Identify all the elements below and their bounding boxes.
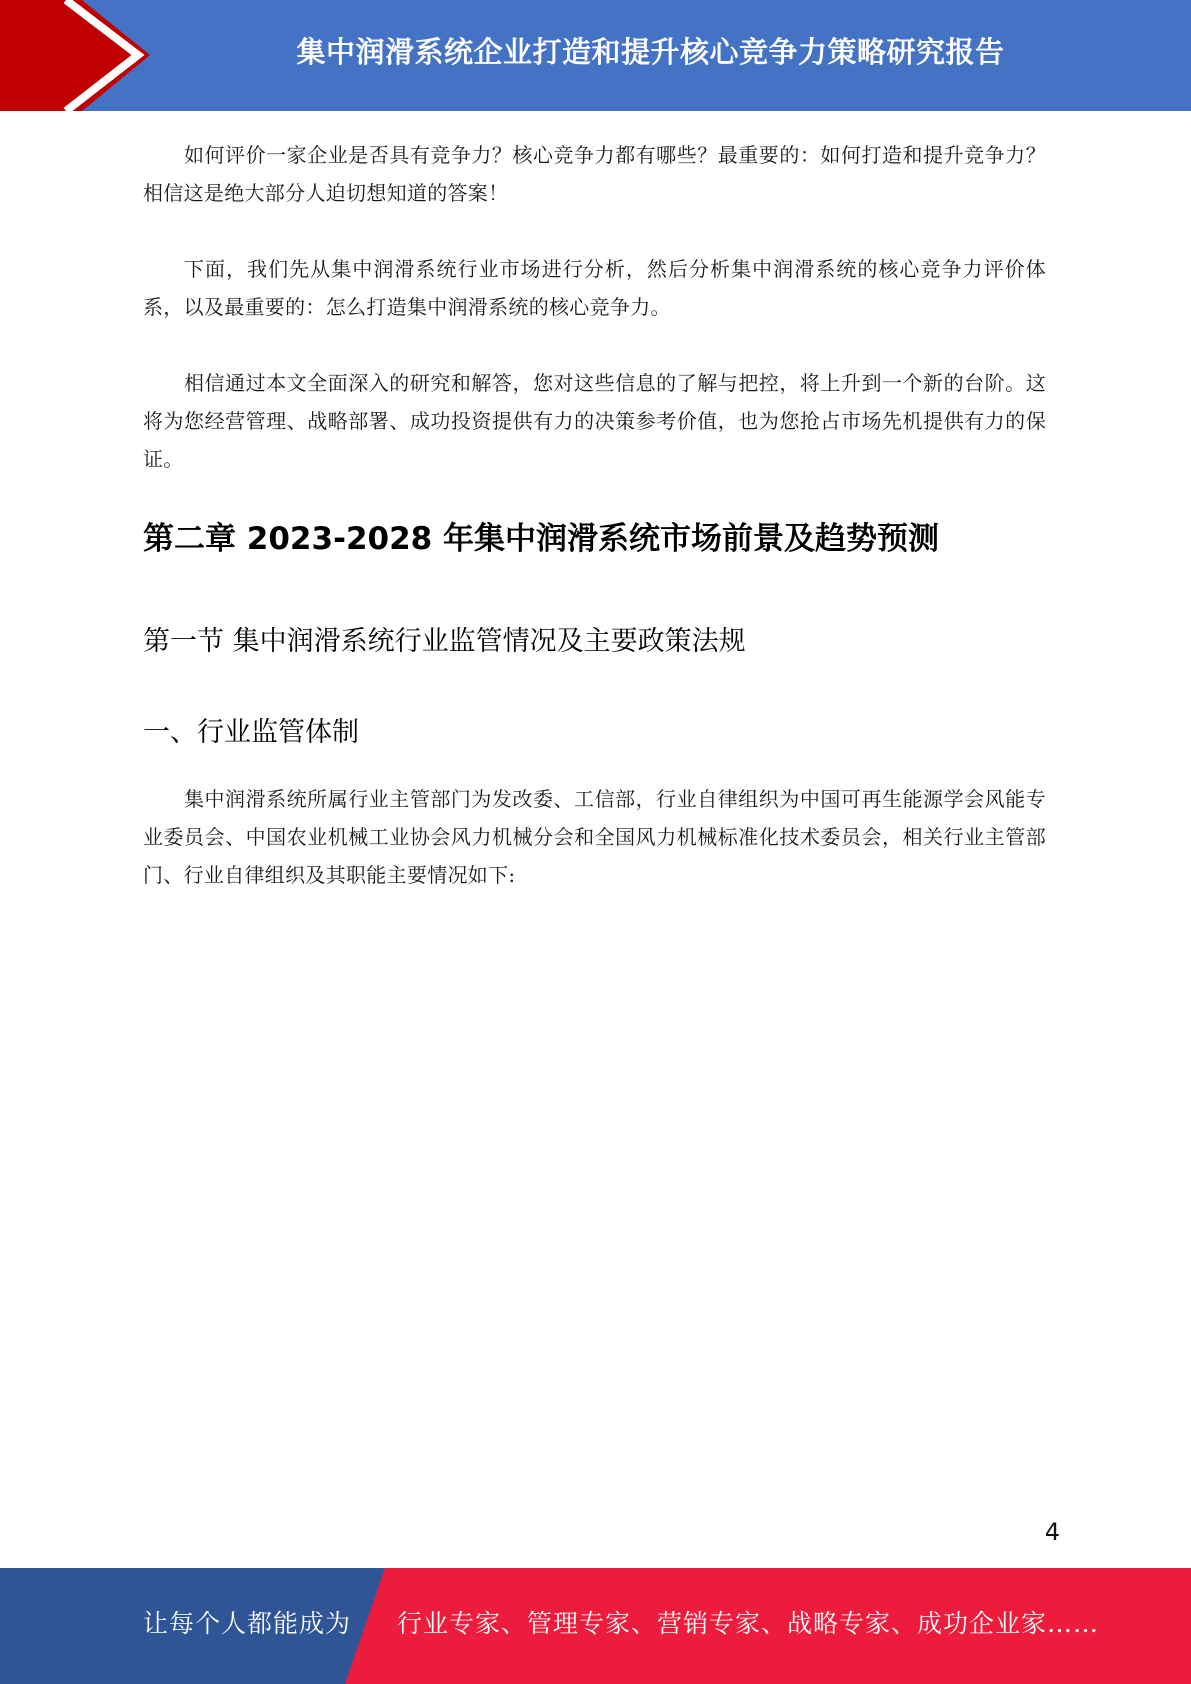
footer-slogan-right: 行业专家、管理专家、营销专家、战略专家、成功企业家……	[397, 1609, 1100, 1638]
intro-paragraph-3: 相信通过本文全面深入的研究和解答，您对这些信息的了解与把控，将上升到一个新的台阶。这将为您经营管理、战略部署、成功投资提供有力的决策参考价值，也为您抢占市场先机提供有力的保证。	[143, 371, 1046, 471]
intro-paragraph-1-block	[143, 136, 1046, 212]
subsection-title: 一、行业监管体制	[143, 717, 359, 748]
chapter-title: 第二章 2023-2028 年集中润滑系统市场前景及趋势预测	[143, 521, 940, 557]
intro-paragraph-2: 下面，我们先从集中润滑系统行业市场进行分析，然后分析集中润滑系统的核心竞争力评价体系，以及最重要的：怎么打造集中润滑系统的核心竞争力。	[143, 257, 1046, 319]
intro-paragraph-3-block	[143, 364, 1046, 478]
regulation-paragraph: 集中润滑系统所属行业主管部门为发改委、工信部，行业自律组织为中国可再生能源学会风能专业委员会、中国农业机械工业协会风力机械分会和全国风力机械标准化技术委员会，相关行业主管部门、行业自律组织及其职能主要情况如下:	[143, 787, 1046, 887]
regulation-paragraph-block	[143, 780, 1046, 894]
document-title: 集中润滑系统企业打造和提升核心竞争力策略研究报告	[296, 34, 1005, 69]
header-banner	[0, 0, 1191, 111]
page-number: 4	[1044, 1518, 1060, 1546]
footer-slogan-left: 让每个人都能成为	[143, 1609, 352, 1638]
footer-banner	[0, 1568, 1191, 1684]
intro-paragraph-1: 如何评价一家企业是否具有竞争力？核心竞争力都有哪些？最重要的：如何打造和提升竞争力？相信这是绝大部分人迫切想知道的答案！	[143, 143, 1046, 205]
intro-paragraph-2-block	[143, 250, 1046, 326]
section-title: 第一节 集中润滑系统行业监管情况及主要政策法规	[143, 626, 746, 657]
